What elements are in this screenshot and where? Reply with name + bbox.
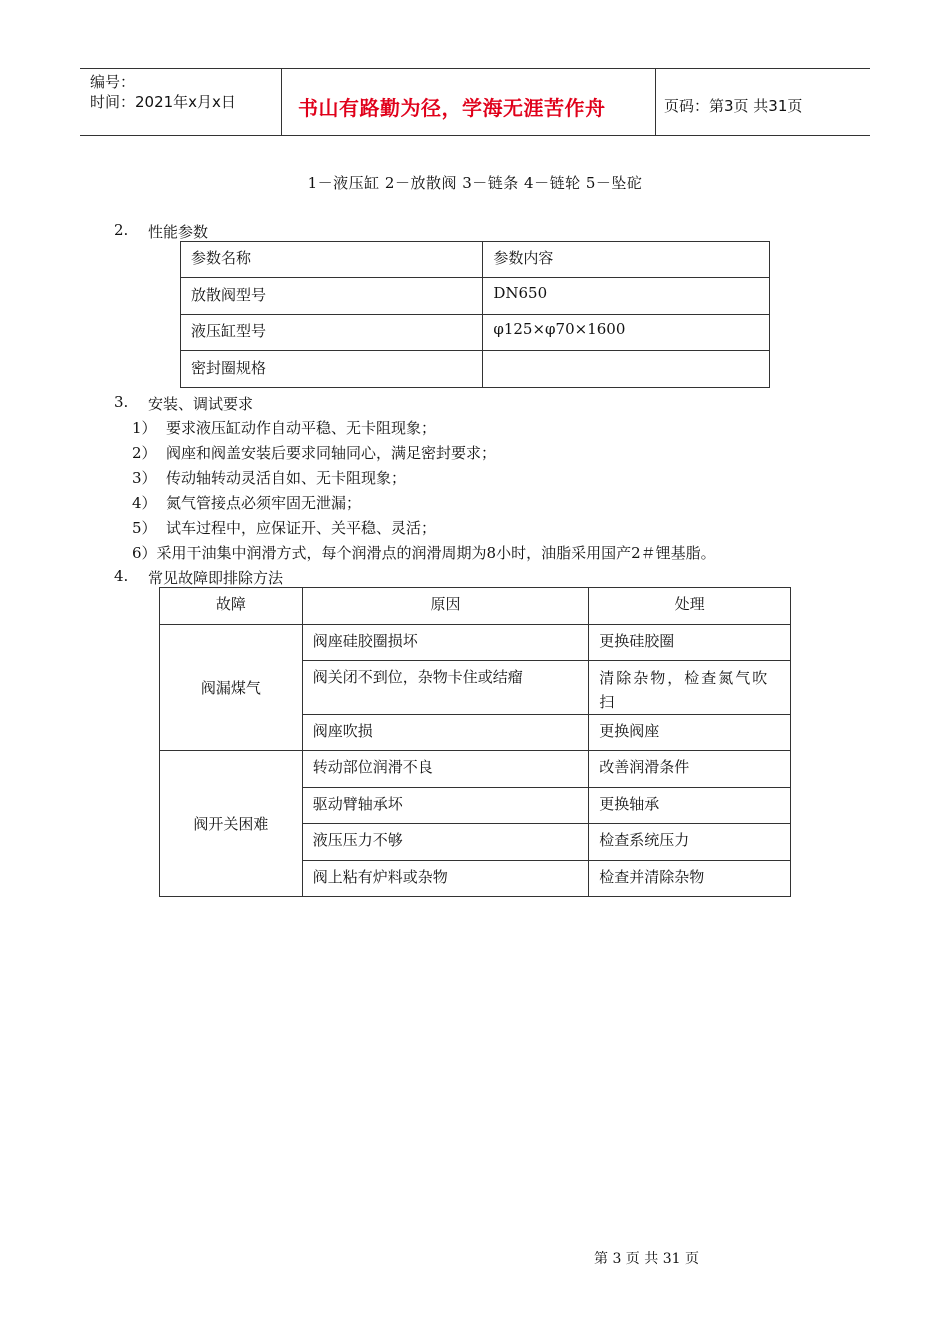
fix-cell: 更换轴承 xyxy=(589,788,791,824)
header-divider-right xyxy=(655,68,656,136)
section2-title: 性能参数 xyxy=(148,223,209,241)
param-name-cell: 放散阀型号 xyxy=(181,278,483,315)
fix-cell: 改善润滑条件 xyxy=(589,751,791,788)
param-name-header: 参数名称 xyxy=(181,242,483,278)
page-footer: 第 3 页 共 31 页 xyxy=(594,1251,699,1267)
table-row xyxy=(181,278,770,315)
header-divider-left xyxy=(281,68,282,136)
header-bottom-rule xyxy=(80,135,870,136)
header-motto: 书山有路勤为径，学海无涯苦作舟 xyxy=(298,96,606,120)
table-row xyxy=(181,315,770,351)
cause-cell: 阀关闭不到位，杂物卡住或结瘤 xyxy=(302,661,589,715)
list-item-number: 3） xyxy=(132,469,157,487)
list-item-number: 1） xyxy=(132,419,157,437)
cause-cell: 转动部位润滑不良 xyxy=(302,751,589,788)
cause-cell: 阀座吹损 xyxy=(302,715,589,751)
list-item: 要求液压缸动作自动平稳、无卡阻现象； xyxy=(166,419,437,437)
list-item: 6）采用干油集中润滑方式，每个润滑点的润滑周期为8小时，油脂采用国产2＃锂基脂。 xyxy=(132,544,716,562)
list-item-number: 4） xyxy=(132,494,157,512)
table-header-row xyxy=(181,242,770,278)
date-label: 时间：2021年x月x日 xyxy=(90,93,236,111)
fix-header: 处理 xyxy=(589,588,791,625)
serial-label: 编号： xyxy=(90,73,136,91)
fix-cell: 检查并清除杂物 xyxy=(589,861,791,897)
section3-number: 3. xyxy=(114,393,129,411)
table-header-row xyxy=(160,588,791,625)
fault-cell: 阀漏煤气 xyxy=(160,625,303,751)
cause-cell: 阀座硅胶圈损坏 xyxy=(302,625,589,661)
list-item: 阀座和阀盖安装后要求同轴同心，满足密封要求； xyxy=(166,444,497,462)
table-row xyxy=(181,351,770,388)
param-name-cell: 密封圈规格 xyxy=(181,351,483,388)
param-name-cell: 液压缸型号 xyxy=(181,315,483,351)
figure-caption: 1－液压缸 2－放散阀 3－链条 4－链轮 5－坠砣 xyxy=(307,174,643,192)
param-value-cell xyxy=(483,351,770,388)
table-row xyxy=(160,751,791,788)
cause-cell: 阀上粘有炉料或杂物 xyxy=(302,861,589,897)
param-value-header: 参数内容 xyxy=(483,242,770,278)
fix-cell: 更换硅胶圈 xyxy=(589,625,791,661)
fix-cell: 清除杂物，检查氮气吹扫 xyxy=(589,661,791,715)
fix-cell: 检查系统压力 xyxy=(589,824,791,861)
list-item: 氮气管接点必须牢固无泄漏； xyxy=(166,494,362,512)
list-item: 传动轴转动灵活自如、无卡阻现象； xyxy=(166,469,407,487)
section4-number: 4. xyxy=(114,567,129,585)
param-value-cell: φ125×φ70×1600 xyxy=(483,315,770,351)
fault-header: 故障 xyxy=(160,588,303,625)
performance-table xyxy=(180,241,770,388)
section3-title: 安装、调试要求 xyxy=(148,395,254,413)
section4-title: 常见故障即排除方法 xyxy=(148,569,284,587)
list-item-number: 5） xyxy=(132,519,157,537)
param-value-cell: DN650 xyxy=(483,278,770,315)
list-item-number: 2） xyxy=(132,444,157,462)
cause-cell: 驱动臂轴承坏 xyxy=(302,788,589,824)
fix-cell: 更换阀座 xyxy=(589,715,791,751)
cause-header: 原因 xyxy=(302,588,589,625)
header-top-rule xyxy=(80,68,870,69)
list-item: 试车过程中，应保证开、关平稳、灵活； xyxy=(166,519,437,537)
cause-cell: 液压压力不够 xyxy=(302,824,589,861)
troubleshooting-table xyxy=(159,587,791,897)
fault-cell: 阀开关困难 xyxy=(160,751,303,897)
page-info: 页码：第3页 共31页 xyxy=(664,97,803,115)
section2-number: 2. xyxy=(114,221,129,239)
table-row xyxy=(160,625,791,661)
